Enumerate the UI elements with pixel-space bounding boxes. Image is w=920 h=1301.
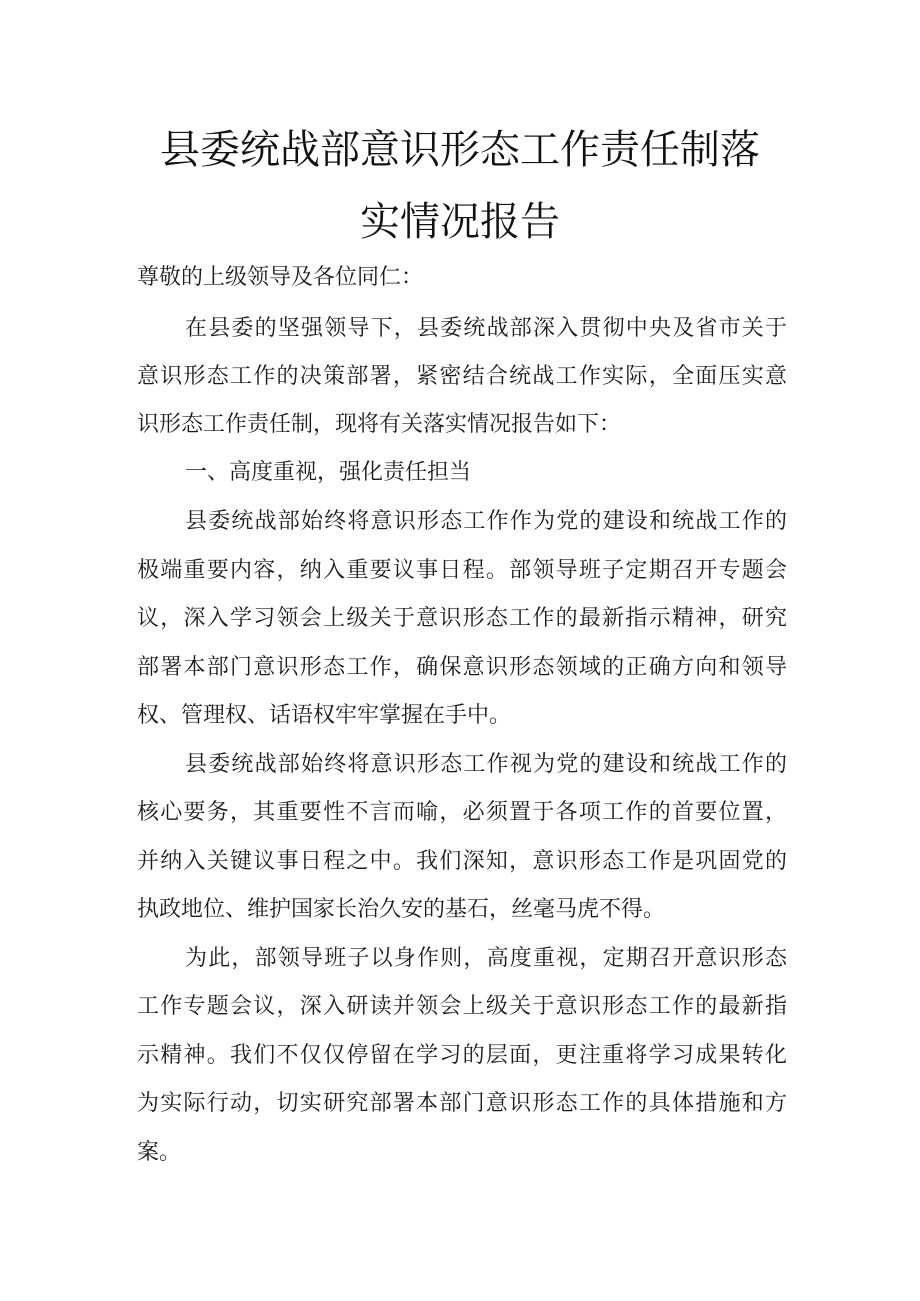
paragraph-line: 工作专题会议，深入研读并领会上级关于意识形态工作的最新指: [137, 994, 787, 1019]
section-heading: 一、高度重视，强化责任担当: [185, 460, 472, 485]
paragraph-line: 并纳入关键议事日程之中。我们深知，意识形态工作是巩固党的: [137, 849, 787, 874]
paragraph-line: 为实际行动，切实研究部署本部门意识形态工作的具体措施和方: [137, 1091, 787, 1116]
document-title-line-1: 县委统战部意识形态工作责任制落: [160, 127, 760, 173]
paragraph-line: 为此，部领导班子以身作则，高度重视，定期召开意识形态: [185, 946, 787, 971]
paragraph-line: 县委统战部始终将意识形态工作视为党的建设和统战工作的: [185, 752, 787, 777]
paragraph-line: 县委统战部始终将意识形态工作作为党的建设和统战工作的: [185, 509, 787, 534]
paragraph-line: 识形态工作责任制，现将有关落实情况报告如下：: [137, 412, 622, 437]
paragraph-line: 执政地位、维护国家长治久安的基石，丝毫马虎不得。: [137, 897, 666, 922]
paragraph-line: 意识形态工作的决策部署，紧密结合统战工作实际，全面压实意: [137, 364, 787, 389]
document-title-line-2: 实情况报告: [360, 199, 560, 245]
paragraph-line: 案。: [137, 1140, 182, 1165]
paragraph-line: 核心要务，其重要性不言而喻，必须置于各项工作的首要位置，: [137, 800, 787, 825]
paragraph-line: 权、管理权、话语权牢牢掌握在手中。: [137, 703, 512, 728]
salutation: 尊敬的上级领导及各位同仁：: [137, 265, 424, 290]
paragraph-line: 部署本部门意识形态工作，确保意识形态领域的正确方向和领导: [137, 655, 787, 680]
paragraph-line: 示精神。我们不仅仅停留在学习的层面，更注重将学习成果转化: [137, 1043, 787, 1068]
paragraph-line: 在县委的坚强领导下，县委统战部深入贯彻中央及省市关于: [185, 316, 787, 341]
paragraph-line: 议，深入学习领会上级关于意识形态工作的最新指示精神，研究: [137, 606, 787, 631]
paragraph-line: 极端重要内容，纳入重要议事日程。部领导班子定期召开专题会: [137, 558, 787, 583]
